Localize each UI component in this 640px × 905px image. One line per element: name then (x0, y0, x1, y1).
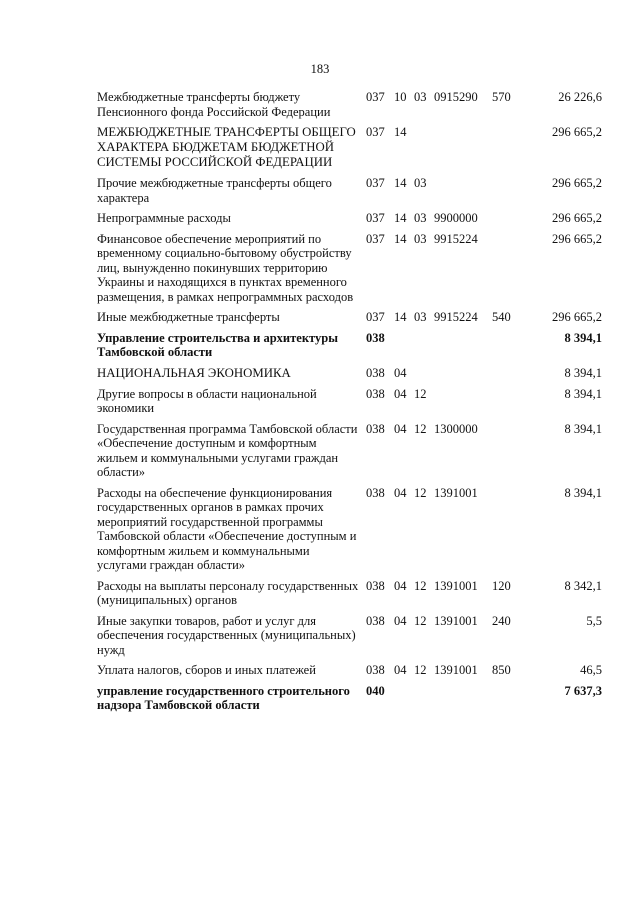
table-row (97, 579, 602, 614)
row-expense-type (492, 176, 528, 211)
row-name: НАЦИОНАЛЬНАЯ ЭКОНОМИКА (97, 365, 291, 380)
table-row (97, 663, 602, 684)
table-row (97, 614, 602, 664)
row-expense-type: 240 (492, 613, 511, 628)
row-amount: 8 342,1 (564, 578, 602, 593)
row-department-code: 037 (366, 211, 385, 225)
row-subsection-code (414, 125, 434, 176)
row-section-code: 04 (394, 421, 407, 436)
row-subsection-code: 12 (414, 421, 427, 436)
row-expense-type (492, 125, 528, 176)
row-section-code (394, 331, 414, 366)
budget-table (97, 90, 602, 719)
row-target-article: 0915290 (434, 90, 478, 104)
row-expense-type (492, 684, 528, 719)
row-name: Другие вопросы в области национальной экономики (97, 386, 317, 415)
row-target-article: 1391001 (434, 485, 478, 500)
row-subsection-code: 12 (414, 663, 427, 677)
row-department-code: 037 (366, 125, 385, 139)
row-name: МЕЖБЮДЖЕТНЫЕ ТРАНСФЕРТЫ ОБЩЕГО ХАРАКТЕРА БЮДЖЕТАМ БЮДЖЕТНОЙ СИСТЕМЫ РОССИЙСКОЙ ФЕДЕРАЦИИ (97, 125, 356, 169)
row-subsection-code: 03 (414, 176, 427, 190)
row-section-code: 14 (394, 211, 407, 225)
row-target-article: 1300000 (434, 421, 478, 436)
row-amount: 8 394,1 (564, 330, 602, 345)
row-target-article (434, 331, 492, 366)
row-target-article (434, 684, 492, 719)
row-amount: 296 665,2 (552, 310, 602, 324)
row-amount: 296 665,2 (552, 231, 602, 246)
row-expense-type (492, 232, 528, 311)
row-name: Государственная программа Тамбовской области «Обеспечение доступным и комфортным жильем и коммунальными услугами граждан области» (97, 421, 358, 479)
table-row (97, 422, 602, 486)
row-expense-type (492, 366, 528, 387)
table-row (97, 90, 602, 125)
row-subsection-code: 03 (414, 90, 427, 104)
row-section-code: 14 (394, 125, 407, 139)
row-department-code: 038 (366, 421, 385, 436)
row-amount: 8 394,1 (564, 485, 602, 500)
row-name: Прочие межбюджетные трансферты общего характера (97, 176, 332, 205)
row-expense-type: 850 (492, 663, 511, 677)
row-amount: 8 394,1 (564, 421, 602, 436)
row-section-code: 14 (394, 231, 407, 246)
row-amount: 5,5 (586, 613, 602, 628)
table-row (97, 232, 602, 311)
row-department-code: 038 (366, 663, 385, 677)
row-name: Расходы на обеспечение функционирования государственных органов в рамках прочих мероприятий государственной программы Тамбовской области «Обеспечение доступным и комфортным жильем и коммунальными услугами граждан области» (97, 485, 357, 572)
row-subsection-code (414, 684, 434, 719)
row-expense-type: 120 (492, 578, 511, 593)
row-amount: 7 637,3 (564, 683, 602, 698)
row-department-code: 037 (366, 310, 385, 324)
row-expense-type (492, 486, 528, 579)
row-department-code: 038 (366, 365, 385, 380)
row-department-code: 037 (366, 176, 385, 190)
row-expense-type: 570 (492, 90, 511, 104)
row-subsection-code (414, 331, 434, 366)
table-row (97, 211, 602, 232)
table-row (97, 310, 602, 331)
table-row (97, 684, 602, 719)
row-target-article: 9900000 (434, 211, 478, 225)
row-expense-type: 540 (492, 310, 511, 324)
row-department-code: 038 (366, 485, 385, 500)
row-section-code: 10 (394, 90, 407, 104)
row-target-article: 1391001 (434, 613, 478, 628)
row-expense-type (492, 331, 528, 366)
row-amount: 296 665,2 (552, 176, 602, 190)
row-section-code: 04 (394, 386, 407, 401)
row-name: Иные межбюджетные трансферты (97, 310, 280, 324)
row-section-code: 04 (394, 663, 407, 677)
row-name: Расходы на выплаты персоналу государственных (муниципальных) органов (97, 578, 359, 607)
page-number: 183 (310, 62, 330, 76)
row-subsection-code (414, 366, 434, 387)
row-amount: 8 394,1 (564, 365, 602, 380)
row-amount: 46,5 (580, 663, 602, 677)
row-name: Непрограммные расходы (97, 211, 231, 225)
row-name: Финансовое обеспечение мероприятий по временному социально-бытовому обустройству лиц, вынужденно покинувших территорию Украины и находящихся в пунктах временного размещения, в рамках непрограммных расходов (97, 231, 354, 304)
row-subsection-code: 03 (414, 310, 427, 324)
row-amount: 296 665,2 (552, 125, 602, 139)
row-subsection-code: 12 (414, 578, 427, 593)
row-amount: 296 665,2 (552, 211, 602, 225)
row-department-code: 038 (366, 613, 385, 628)
row-department-code: 038 (366, 386, 385, 401)
row-expense-type (492, 422, 528, 486)
row-section-code: 14 (394, 176, 407, 190)
row-amount: 26 226,6 (558, 90, 602, 104)
row-section-code: 14 (394, 310, 407, 324)
table-row (97, 125, 602, 176)
table-row (97, 486, 602, 579)
table-body (97, 90, 602, 719)
row-target-article (434, 125, 492, 176)
row-target-article: 1391001 (434, 663, 478, 677)
row-expense-type (492, 387, 528, 422)
row-section-code: 04 (394, 365, 407, 380)
table-row (97, 331, 602, 366)
row-department-code: 040 (366, 683, 385, 698)
table-row (97, 176, 602, 211)
row-subsection-code: 03 (414, 231, 427, 246)
row-section-code: 04 (394, 578, 407, 593)
row-section-code: 04 (394, 613, 407, 628)
row-department-code: 038 (366, 330, 385, 345)
row-subsection-code: 12 (414, 485, 427, 500)
row-subsection-code: 12 (414, 386, 427, 401)
row-subsection-code: 12 (414, 613, 427, 628)
row-department-code: 038 (366, 578, 385, 593)
row-section-code: 04 (394, 485, 407, 500)
row-name: Управление строительства и архитектуры Тамбовской области (97, 330, 338, 359)
row-target-article (434, 176, 492, 211)
row-department-code: 037 (366, 231, 385, 246)
row-target-article (434, 387, 492, 422)
row-name: Уплата налогов, сборов и иных платежей (97, 663, 316, 677)
row-target-article (434, 366, 492, 387)
row-target-article: 1391001 (434, 578, 478, 593)
row-target-article: 9915224 (434, 231, 478, 246)
row-expense-type (492, 211, 528, 232)
row-amount: 8 394,1 (564, 386, 602, 401)
row-subsection-code: 03 (414, 211, 427, 225)
table-row (97, 366, 602, 387)
row-section-code (394, 684, 414, 719)
row-name: управление государственного строительного надзора Тамбовской области (97, 683, 350, 712)
row-name: Иные закупки товаров, работ и услуг для обеспечения государственных (муниципальных) нужд (97, 613, 356, 657)
row-name: Межбюджетные трансферты бюджету Пенсионного фонда Российской Федерации (97, 90, 331, 119)
row-department-code: 037 (366, 90, 385, 104)
table-row (97, 387, 602, 422)
row-target-article: 9915224 (434, 310, 478, 324)
